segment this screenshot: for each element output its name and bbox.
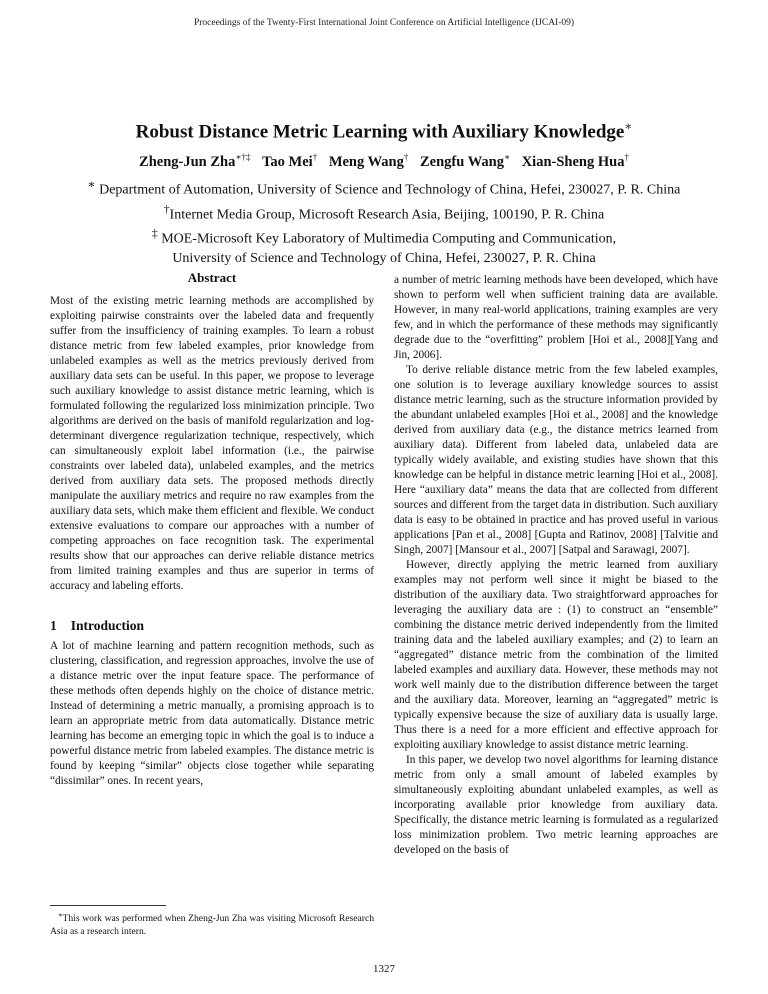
page-number: 1327 <box>373 963 395 975</box>
body-paragraph: To derive reliable distance metric from the few labeled examples, one solution is to leverage auxiliary knowledge sources to assist distance metric learning, such as the structure information provided by the abundant unlabeled examples [Hoi et al., 2008] and the knowledge derived from auxiliary data (e.g., the distance metrics learned from auxiliary data). Different from labeled data, unlabeled data are typically widely available, and existing studies have shown that this knowledge can be helpful in distance metric learning [Hoi et al., 2008]. Here “auxiliary data” means the data that are collected from different sources and different from the target data in distribution. Such auxiliary data is easy to be obtained in practice and has proved useful in various applications [Pan et al., 2008] [Gupta and Ratinov, 2008] [Talvitie and Singh, 2007] [Mansour et al., 2007] [Satpal and Sarawagi, 2007]. <box>394 364 718 556</box>
proceedings-header: Proceedings of the Twenty-First International Joint Conference on Artificial Intelligence (IJCAI-09) <box>193 18 575 28</box>
affiliation-text: MOE-Microsoft Key Laboratory of Multimedia Computing and Communication, <box>161 231 617 247</box>
section-heading <box>50 618 374 633</box>
section-title: Introduction <box>70 618 145 633</box>
footnote-mark: ∗ <box>57 912 63 919</box>
affiliation-mark: ∗ <box>87 178 96 191</box>
author-name: Xian-Sheng Hua <box>521 153 625 170</box>
abstract-heading: Abstract <box>187 270 237 285</box>
section-number: 1 <box>50 618 57 633</box>
paper-title <box>0 119 768 143</box>
title-text: Robust Distance Metric Learning with Auxiliary Knowledge <box>135 121 625 143</box>
author <box>329 154 409 170</box>
affiliation <box>0 224 768 249</box>
affiliation <box>0 175 768 200</box>
affiliation-text: Internet Media Group, Microsoft Research Asia, Beijing, 100190, P. R. China <box>169 207 605 223</box>
author-list <box>0 152 768 171</box>
author-name: Zheng-Jun Zha <box>139 153 236 170</box>
body-paragraph: In this paper, we develop two novel algorithms for learning distance metric from only a small amount of labeled examples by simultaneously exploiting abundant unlabeled examples, as well as incorporating available prior knowledge from auxiliary data. Specifically, the distance metric learning is formulated as a regularized loss minimization problem. Two metric learning approaches are developed on the basis of <box>394 754 718 856</box>
footnote-rule <box>50 905 166 906</box>
author-mark: † <box>624 152 629 162</box>
author-mark: † <box>403 152 409 162</box>
affiliation-mark: ‡ <box>151 227 158 241</box>
title-footnote-mark: ∗ <box>624 120 633 133</box>
author <box>139 154 250 170</box>
affiliation-text: University of Science and Technology of China, Hefei, 230027, P. R. China <box>172 250 596 266</box>
affiliation-text: Department of Automation, University of Science and Technology of China, Hefei, 230027, P. R. China <box>99 182 681 198</box>
author-name: Zengfu Wang <box>420 153 504 170</box>
body-paragraph: However, directly applying the metric learned from auxiliary examples may not perform well since it might be biased to the distribution of the auxiliary data. Two straightforward approaches for leveraging the auxiliary data are : (1) to construct an “ensemble” combining the distance metric derived independently from the limited training data and the labeled auxiliary examples; and (2) to learn an “aggregated” distance metric from the combination of the limited labeled examples and auxiliary data. However, these methods may not work well mainly due to the distribution difference between the target and the auxiliary data. Moreover, learning an “aggregated” metric is typically expensive because the size of auxiliary data is usually large. Thus there is a need for a more efficient and effective approach for exploiting auxiliary knowledge to assist distance metric learning. <box>394 559 718 751</box>
author <box>262 154 317 170</box>
author-name: Meng Wang <box>328 153 404 170</box>
author-mark: † <box>312 152 318 162</box>
footnote-text: This work was performed when Zheng-Jun Zha was visiting Microsoft Research Asia as a research intern. <box>50 913 374 938</box>
affiliation-list <box>0 175 768 268</box>
affiliation-mark: † <box>163 202 170 216</box>
intro-paragraph: A lot of machine learning and pattern recognition methods, such as clustering, classification, and regression approaches, involve the use of a distance metric over the input feature space. The performance of these methods often depends highly on the choice of distance metric. Instead of determining a metric manually, a promising approach is to learn an appropriate metric from data automatically. Distance metric learning has become an emerging topic in which the goal is to induce a powerful distance metric from labeled examples. The distance metric is found by keeping “similar” objects close together while separating “dissimilar” ones. In recent years, <box>50 640 374 787</box>
affiliation <box>0 200 768 225</box>
left-column <box>50 270 374 789</box>
affiliation <box>0 249 768 268</box>
author-mark: ∗†‡ <box>235 152 251 162</box>
author-name: Tao Mei <box>262 153 313 170</box>
abstract-text: Most of the existing metric learning methods are accomplished by exploiting pairwise constraints over the labeled data and frequently suffer from the insufficiency of training examples. To learn a robust distance metric from few labeled examples, prior knowledge from unlabeled examples as well as the metrics previously derived from auxiliary data sets can be useful. In this paper, we propose to leverage such auxiliary knowledge to assist distance metric learning, which is formulated following the regularized loss minimization principle. Two algorithms are derived on the basis of manifold regularization and log-determinant divergence regularization technique, respectively, which can simultaneously exploit label information (i.e., the pairwise constraints over labeled data), unlabeled examples, and the metrics derived from auxiliary data sets. The proposed methods directly manipulate the auxiliary metrics and require no raw examples from the auxiliary data sets, which make them efficient and flexible. We conduct extensive evaluations to compare our approaches with a number of competing approaches on face recognition task. The experimental results show that our approaches can derive reliable distance metrics from limited training examples and thus are superior in terms of accuracy and labeling efforts. <box>50 295 374 592</box>
author <box>420 154 510 170</box>
author-mark: ∗ <box>503 152 511 162</box>
body-paragraph: a number of metric learning methods have been developed, which have shown to perform well when sufficient training data are available. However, in many real-world applications, training examples are very few, and in which the performance of these methods may significantly degrade due to the “overfitting” problem [Hoi et al., 2008][Yang and Jin, 2006]. <box>394 274 718 361</box>
author <box>522 154 629 170</box>
right-column <box>394 273 718 858</box>
footnote <box>50 909 374 938</box>
